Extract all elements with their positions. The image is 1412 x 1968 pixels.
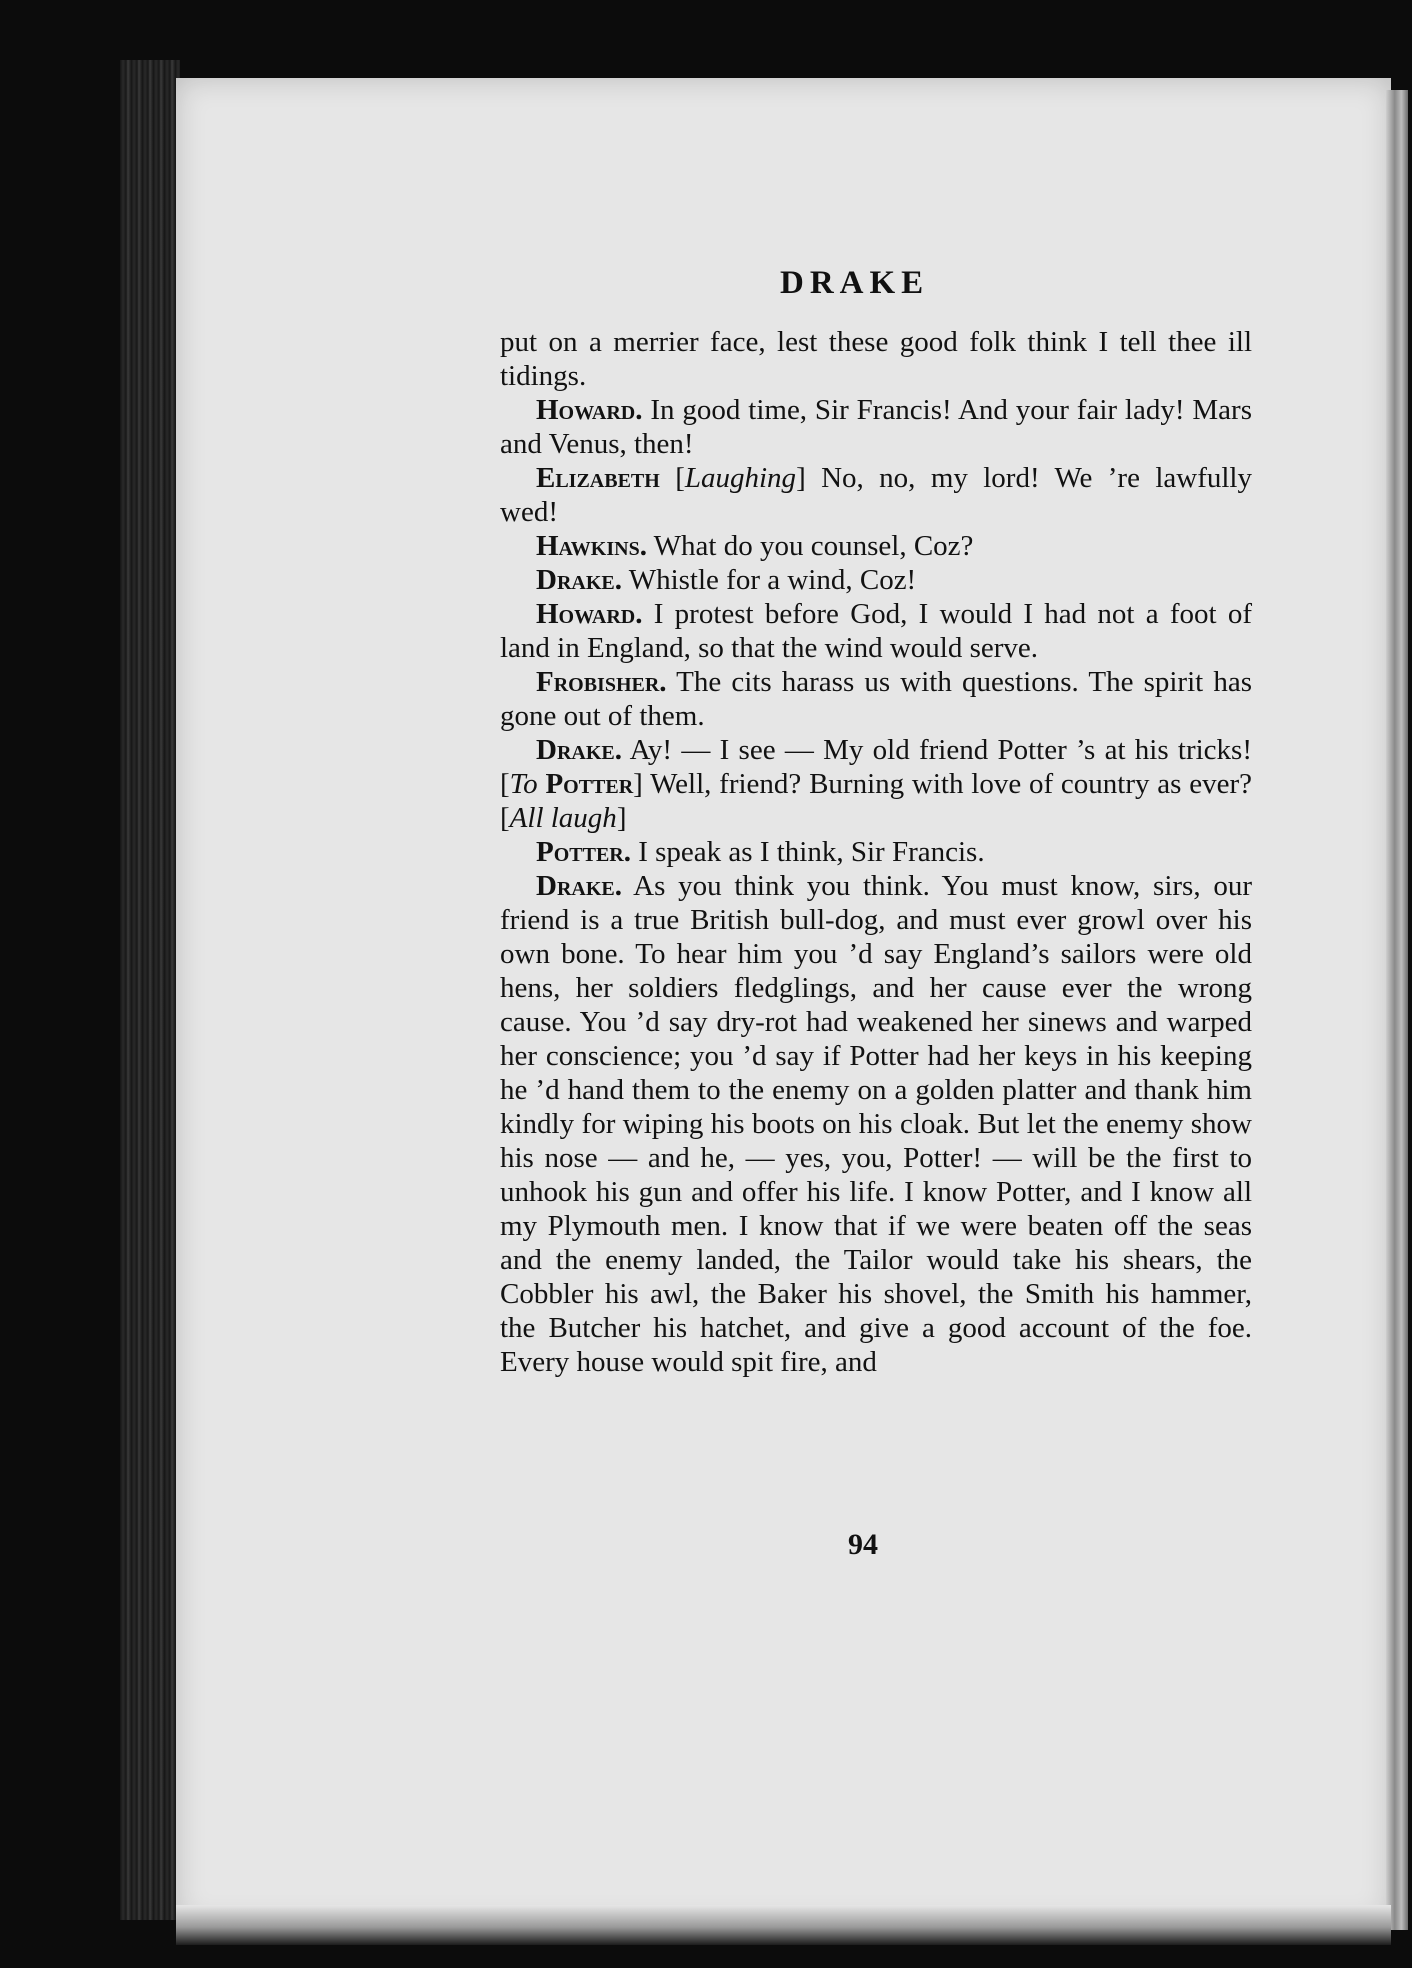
paragraph xyxy=(500,461,1252,529)
speech-text: Whistle for a wind, Coz! xyxy=(621,564,917,596)
paragraph xyxy=(500,325,1252,393)
stage-direction: Laughing xyxy=(684,462,797,494)
speaker-name: Potter xyxy=(545,768,634,800)
speaker-name: Potter. xyxy=(536,836,631,868)
speech-text: As you think you think. You must know, sirs, our friend is a true British bull-dog, and must ever growl over his own bone. To hear him you ’d say England’s sailors were old hens, her soldiers fledglings, and her cause ever the wrong cause. You ’d say dry-rot had weakened her sinews and warped her conscience; you ’d say if Potter had her keys in his keeping he ’d hand them to the enemy on a golden platter and thank him kindly for wiping his boots on his cloak. But let the enemy show his nose — and he, — yes, you, Potter! — will be the first to unhook his gun and offer his life. I know Potter, and I know all my Plymouth men. I know that if we were beaten off the seas and the enemy landed, the Tailor would take his shears, the Cobbler his awl, the Baker his shovel, the Smith his hammer, the Butcher his hatchet, and give a good account of the foe. Every house would spit fire, and xyxy=(500,870,1252,1378)
stage-direction: To xyxy=(509,768,546,800)
book-binding-edge xyxy=(120,60,180,1920)
paragraph-text: put on a merrier face, lest these good folk think I tell thee ill tidings. xyxy=(500,326,1252,392)
speaker-name: Hawkins. xyxy=(536,530,647,562)
speech-text: The cits harass us with questions. The spirit has gone out of them. xyxy=(500,666,1252,732)
bracket-close: ] xyxy=(616,802,627,834)
paragraph xyxy=(500,733,1252,835)
paragraph xyxy=(500,869,1252,1379)
speech-text: What do you counsel, Coz? xyxy=(646,530,974,562)
speech-text: I speak as I think, Sir Francis. xyxy=(630,836,985,868)
speaker-name: Drake. xyxy=(536,734,622,766)
speaker-name: Elizabeth xyxy=(536,462,660,494)
paragraph xyxy=(500,835,1252,869)
speaker-name: Drake. xyxy=(536,870,622,902)
bracket-close: ] xyxy=(796,462,806,494)
speaker-name: Frobisher. xyxy=(536,666,667,698)
paragraph xyxy=(500,597,1252,665)
speech-text: I protest before God, I would I had not a foot of land in England, so that the wind would serve. xyxy=(500,598,1252,664)
speaker-name: Drake. xyxy=(536,564,622,596)
paragraph xyxy=(500,665,1252,733)
speaker-name: Howard. xyxy=(536,598,643,630)
bracket-open: [ xyxy=(659,462,685,494)
page-right-edge xyxy=(1386,90,1408,1930)
speech-text: No, no, my lord! We ’re lawfully wed! xyxy=(500,462,1252,528)
paragraph xyxy=(500,563,1252,597)
running-head: DRAKE xyxy=(780,265,930,301)
speech-text: Ay! — I see — My old friend Potter ’s at his tricks! [ xyxy=(500,734,1252,800)
body-text xyxy=(500,325,1252,1379)
stage-direction: All laugh xyxy=(509,802,617,834)
speaker-name: Howard. xyxy=(536,394,643,426)
page-bottom-edge xyxy=(176,1905,1391,1945)
paragraph xyxy=(500,529,1252,563)
speech-text: ] Well, friend? Burning with love of country as ever? [ xyxy=(500,768,1253,834)
speech-text: In good time, Sir Francis! And your fair lady! Mars and Venus, then! xyxy=(500,394,1252,460)
paragraph xyxy=(500,393,1252,461)
page-number: 94 xyxy=(848,1528,878,1561)
